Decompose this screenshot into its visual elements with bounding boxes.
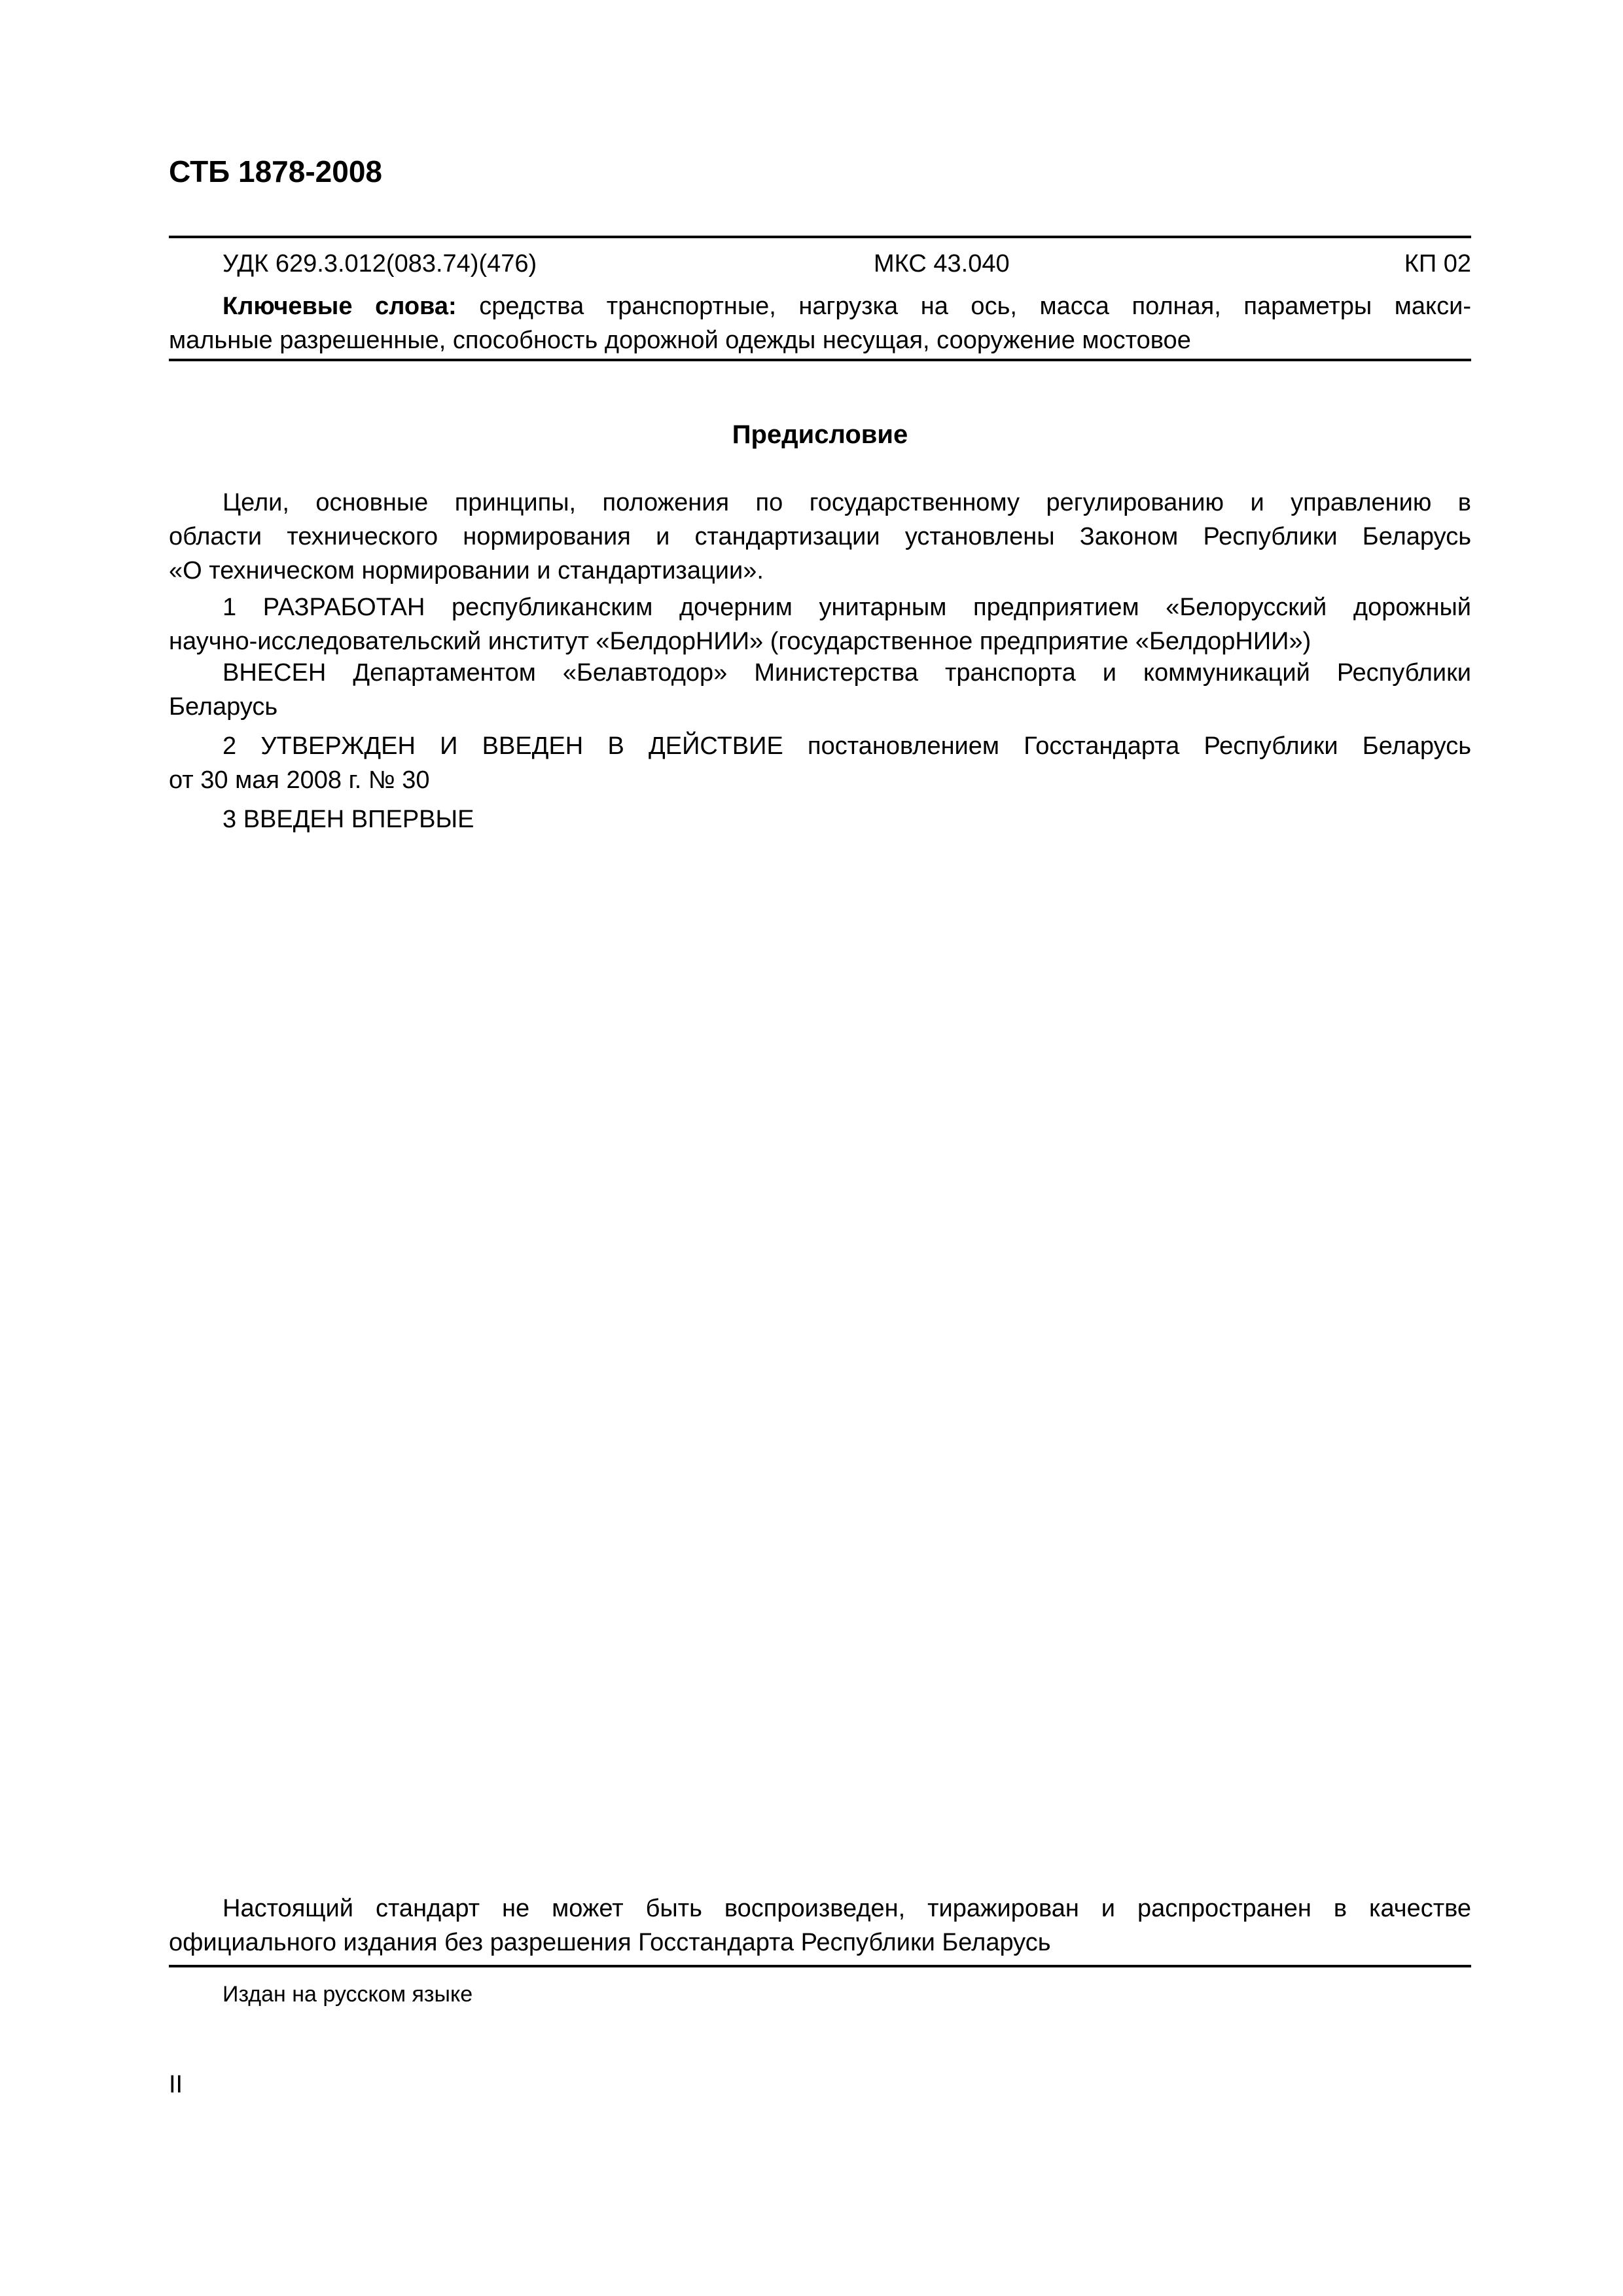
- copyright-notice: [169, 1892, 1471, 1960]
- text-line: научно-исследовательский институт «БелдорНИИ» (государственное предприятие «БелдорНИИ»): [169, 628, 1311, 655]
- text-line: Настоящий стандарт не может быть воспроизведен, тиражирован и распространен в качестве: [223, 1895, 1471, 1922]
- text-line: «О техническом нормировании и стандартизации».: [169, 557, 764, 584]
- keywords-rule: [169, 359, 1471, 361]
- top-rule: [169, 236, 1471, 238]
- preface-item-1: [169, 590, 1471, 658]
- preface-intro: [169, 486, 1471, 588]
- preface-item-2: [169, 729, 1471, 797]
- keywords-text-line2: мальные разрешенные, способность дорожной одежды несущая, сооружение мостовое: [169, 327, 1191, 354]
- page-number: II: [169, 2071, 183, 2098]
- preface-title: Предисловие: [732, 420, 908, 449]
- keywords-block: [169, 289, 1471, 357]
- text-line: области технического нормирования и стандартизации установлены Законом Республики Беларусь: [169, 523, 1471, 550]
- keywords-text-line1: средства транспортные, нагрузка на ось, масса полная, параметры макси-: [456, 293, 1471, 320]
- footer-rule: [169, 1965, 1471, 1967]
- text-line: 3 ВВЕДЕН ВПЕРВЫЕ: [223, 806, 474, 833]
- text-line: 2 УТВЕРЖДЕН И ВВЕДЕН В ДЕЙСТВИЕ постановлением Госстандарта Республики Беларусь: [223, 732, 1471, 760]
- document-code: СТБ 1878-2008: [169, 154, 382, 188]
- text-line: Беларусь: [169, 693, 278, 721]
- udk-code: УДК 629.3.012(083.74)(476): [223, 250, 537, 278]
- language-note: Издан на русском языке: [223, 1982, 473, 2007]
- mks-code: МКС 43.040: [874, 250, 1010, 278]
- text-line: от 30 мая 2008 г. № 30: [169, 766, 430, 794]
- text-line: ВНЕСЕН Департаментом «Белавтодор» Министерства транспорта и коммуникаций Республики: [223, 659, 1471, 687]
- text-line: Цели, основные принципы, положения по государственному регулированию и управлению в: [223, 489, 1471, 516]
- text-line: официального издания без разрешения Госстандарта Республики Беларусь: [169, 1929, 1051, 1956]
- kp-code: КП 02: [1404, 250, 1471, 278]
- preface-item-1-introduced: [169, 656, 1471, 724]
- keywords-label: Ключевые слова:: [223, 293, 457, 320]
- preface-item-3: [169, 802, 1471, 836]
- text-line: 1 РАЗРАБОТАН республиканским дочерним унитарным предприятием «Белорусский дорожный: [223, 594, 1471, 621]
